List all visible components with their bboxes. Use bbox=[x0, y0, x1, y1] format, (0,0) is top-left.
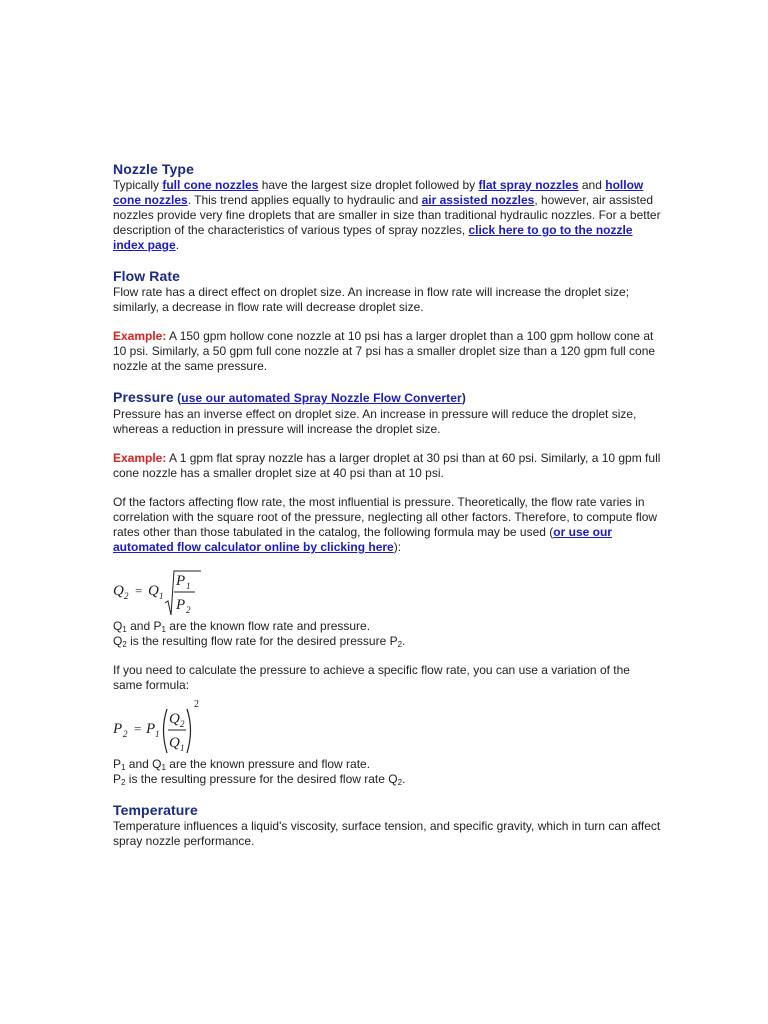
f1-den-sub: 2 bbox=[186, 605, 191, 615]
link-hollow-cone-nozzles[interactable]: hollow cone nozzles bbox=[113, 178, 644, 207]
text-span: Q bbox=[113, 634, 123, 648]
text-span: and P bbox=[126, 619, 162, 633]
heading-temperature: Temperature bbox=[113, 802, 198, 818]
text-span: ( bbox=[173, 391, 182, 405]
f2-p: P bbox=[146, 721, 156, 737]
link-nozzle-index-page[interactable]: click here to go to the nozzle index page bbox=[113, 223, 633, 252]
paragraph-temperature: Temperature influences a liquid's viscosity, surface tension, and specific gravity, which in turn can affect spray nozzle performance. bbox=[113, 819, 661, 848]
text-span: Of the factors affecting flow rate, the most influential is pressure. Theoretically, the flow rate varies in correlation with the square root of the pressure, neglecting all other factors. Therefore, to compute flow rates other than those tabulated in the catalog, the following formula may be used ( bbox=[113, 495, 658, 539]
f1-num: P bbox=[176, 573, 186, 589]
f1-lhs-sub: 2 bbox=[124, 591, 129, 601]
subscript: 2 bbox=[397, 778, 403, 787]
paragraph-flow-rate: Flow rate has a direct effect on droplet size. An increase in flow rate will increase the droplet size; similarly, a decrease in flow rate will decrease droplet size. bbox=[113, 285, 630, 314]
result-flow-rate bbox=[113, 634, 661, 649]
f2-num: Q bbox=[169, 711, 180, 727]
text-span: . bbox=[402, 634, 406, 648]
article-content bbox=[113, 160, 661, 849]
text-span: ): bbox=[393, 540, 402, 554]
known-flow-pressure bbox=[113, 619, 661, 634]
paragraph-pressure: Pressure has an inverse effect on droplet size. An increase in pressure will reduce the droplet size, whereas a reduction in pressure will increase the droplet size. bbox=[113, 407, 637, 436]
text-span: Typically bbox=[113, 178, 163, 192]
heading-pressure bbox=[113, 388, 661, 407]
text-span: is the resulting pressure for the desired flow rate Q bbox=[125, 772, 398, 786]
f2-lhs: P bbox=[113, 721, 123, 737]
paragraph-nozzle-type bbox=[113, 178, 661, 253]
f1-num-sub: 1 bbox=[186, 581, 191, 591]
f1-q-sub: 1 bbox=[159, 591, 164, 601]
formula-pressure bbox=[113, 697, 661, 757]
subscript: 1 bbox=[161, 625, 166, 634]
text-span: have the largest size droplet followed by bbox=[258, 178, 479, 192]
f1-q: Q bbox=[148, 583, 159, 599]
f2-exp: 2 bbox=[194, 699, 199, 710]
text-span: , however, air assisted nozzles provide very fine droplets that are smaller in size than traditional hydraulic nozzles. For a better description of the characteristics of various types of spray nozzles, bbox=[113, 193, 661, 237]
subscript: 2 bbox=[122, 640, 127, 649]
f2-den-sub: 1 bbox=[180, 743, 185, 753]
right-paren bbox=[187, 709, 191, 753]
link-full-cone-nozzles[interactable]: full cone nozzles bbox=[162, 178, 259, 192]
subscript: 2 bbox=[397, 640, 403, 649]
example-flow-rate bbox=[113, 329, 661, 374]
heading-nozzle-type: Nozzle Type bbox=[113, 161, 194, 177]
text-span: is the resulting flow rate for the desired pressure P bbox=[126, 634, 398, 648]
known-pressure-flow bbox=[113, 757, 661, 772]
heading-flow-rate: Flow Rate bbox=[113, 268, 181, 284]
text-span: . bbox=[402, 772, 406, 786]
formula-flow-rate bbox=[113, 559, 661, 619]
link-air-assisted-nozzles[interactable]: air assisted nozzles bbox=[421, 193, 535, 207]
f2-num-sub: 2 bbox=[180, 719, 185, 729]
text-span: are the known flow rate and pressure. bbox=[165, 619, 371, 633]
f2-den: Q bbox=[169, 735, 180, 751]
text-span: P bbox=[113, 757, 122, 771]
formula-flow-rate-graphic bbox=[113, 559, 233, 619]
example-text: A 1 gpm flat spray nozzle has a larger droplet at 30 psi than at 60 psi. Similarly, a 10 gpm full cone nozzle has a smaller droplet size at 40 psi than at 10 psi. bbox=[113, 451, 661, 480]
f2-eq: = bbox=[134, 721, 142, 736]
text-span: are the known pressure and flow rate. bbox=[165, 757, 371, 771]
example-text: A 150 gpm hollow cone nozzle at 10 psi has a larger droplet than a 100 gpm hollow cone at 10 psi. Similarly, a 50 gpm full cone nozzle at 7 psi has a smaller droplet size than a 120 gpm full cone nozzle at the same pressure. bbox=[113, 329, 656, 373]
paragraph-variation: If you need to calculate the pressure to achieve a specific flow rate, you can use a variation of the same formula: bbox=[113, 663, 630, 692]
subscript: 1 bbox=[122, 625, 127, 634]
f1-den: P bbox=[176, 597, 186, 613]
text-span: ) bbox=[461, 391, 466, 405]
text-span: . bbox=[175, 238, 180, 252]
subscript: 1 bbox=[121, 763, 126, 772]
f2-lhs-sub: 2 bbox=[123, 729, 128, 739]
text-span: and bbox=[578, 178, 606, 192]
example-label: Example: bbox=[113, 451, 167, 465]
f2-p-sub: 1 bbox=[155, 729, 160, 739]
text-span: Q bbox=[113, 619, 123, 633]
f1-eq: = bbox=[135, 583, 143, 598]
link-spray-nozzle-flow-converter[interactable]: use our automated Spray Nozzle Flow Converter bbox=[181, 391, 462, 405]
result-pressure bbox=[113, 772, 661, 787]
example-pressure bbox=[113, 451, 661, 481]
formula-pressure-graphic bbox=[113, 697, 233, 759]
paragraph-factors bbox=[113, 495, 661, 555]
subscript: 2 bbox=[121, 778, 126, 787]
left-paren bbox=[164, 709, 168, 753]
link-flat-spray-nozzles[interactable]: flat spray nozzles bbox=[478, 178, 579, 192]
text-span: P bbox=[113, 772, 122, 786]
text-span: and Q bbox=[125, 757, 162, 771]
subscript: 1 bbox=[161, 763, 166, 772]
example-label: Example: bbox=[113, 329, 167, 343]
heading-pressure-text: Pressure bbox=[113, 389, 174, 405]
link-flow-calculator[interactable]: or use our automated flow calculator online by clicking here bbox=[113, 525, 612, 554]
f1-lhs: Q bbox=[113, 583, 124, 599]
text-span: . This trend applies equally to hydraulic and bbox=[187, 193, 422, 207]
